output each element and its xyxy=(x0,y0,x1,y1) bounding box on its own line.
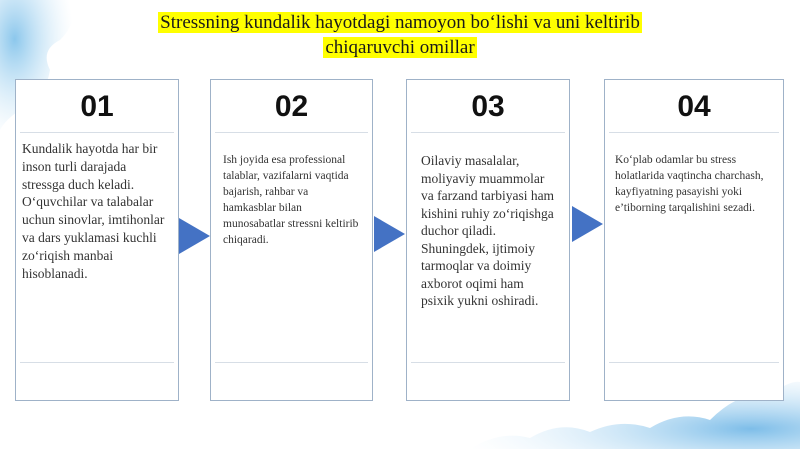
card-divider-bottom xyxy=(20,362,174,363)
step-text: Ish joyida esa professional talablar, vazifalarni vaqtida bajarish, rahbar va hamkasblar bilan munosabatlar stressni keltirib chiqaradi. xyxy=(223,154,359,246)
title-line-1: Stressning kundalik hayotdagi namoyon bo‘lishi va uni keltirib xyxy=(160,12,640,33)
card-divider-top xyxy=(215,132,368,133)
card-divider-top xyxy=(609,132,779,133)
step-number: 04 xyxy=(677,90,711,123)
step-card-04 xyxy=(604,79,784,401)
arrow-right-icon xyxy=(572,206,603,242)
step-text: Oilaviy masalalar, moliyaviy muammolar va farzand tarbiyasi ham kishini ruhiy zo‘riqishga duchor qiladi. Shuningdek, ijtimoiy tarmoqlar va doimiy axborot oqimi ham psixik yukni oshiradi. xyxy=(421,153,555,308)
step-text: Ko‘plab odamlar bu stress holatlarida vaqtincha charchash, kayfiyatning pasayishi yoki e’tiborning tarqalishini sezadi. xyxy=(615,154,764,214)
step-card-03 xyxy=(406,79,570,401)
arrow-right-icon xyxy=(179,218,210,254)
card-divider-bottom xyxy=(215,362,368,363)
slide-title xyxy=(0,10,800,60)
step-number: 02 xyxy=(274,90,309,123)
arrow-right-icon xyxy=(374,216,405,252)
card-divider-top xyxy=(20,132,174,133)
step-card-02 xyxy=(210,79,373,401)
card-divider-bottom xyxy=(411,362,565,363)
step-number: 03 xyxy=(471,90,505,123)
card-divider-bottom xyxy=(609,362,779,363)
title-line-2: chiqaruvchi omillar xyxy=(325,37,475,58)
step-text: Kundalik hayotda har bir inson turli darajada stressga duch keladi. O‘quvchilar va talabalar uchun sinovlar, imtihonlar va dars yuklamasi kuchli zo‘riqish manbai hisoblanadi. xyxy=(22,141,165,281)
step-number: 01 xyxy=(80,90,114,123)
card-divider-top xyxy=(411,132,565,133)
step-card-01 xyxy=(15,79,179,401)
